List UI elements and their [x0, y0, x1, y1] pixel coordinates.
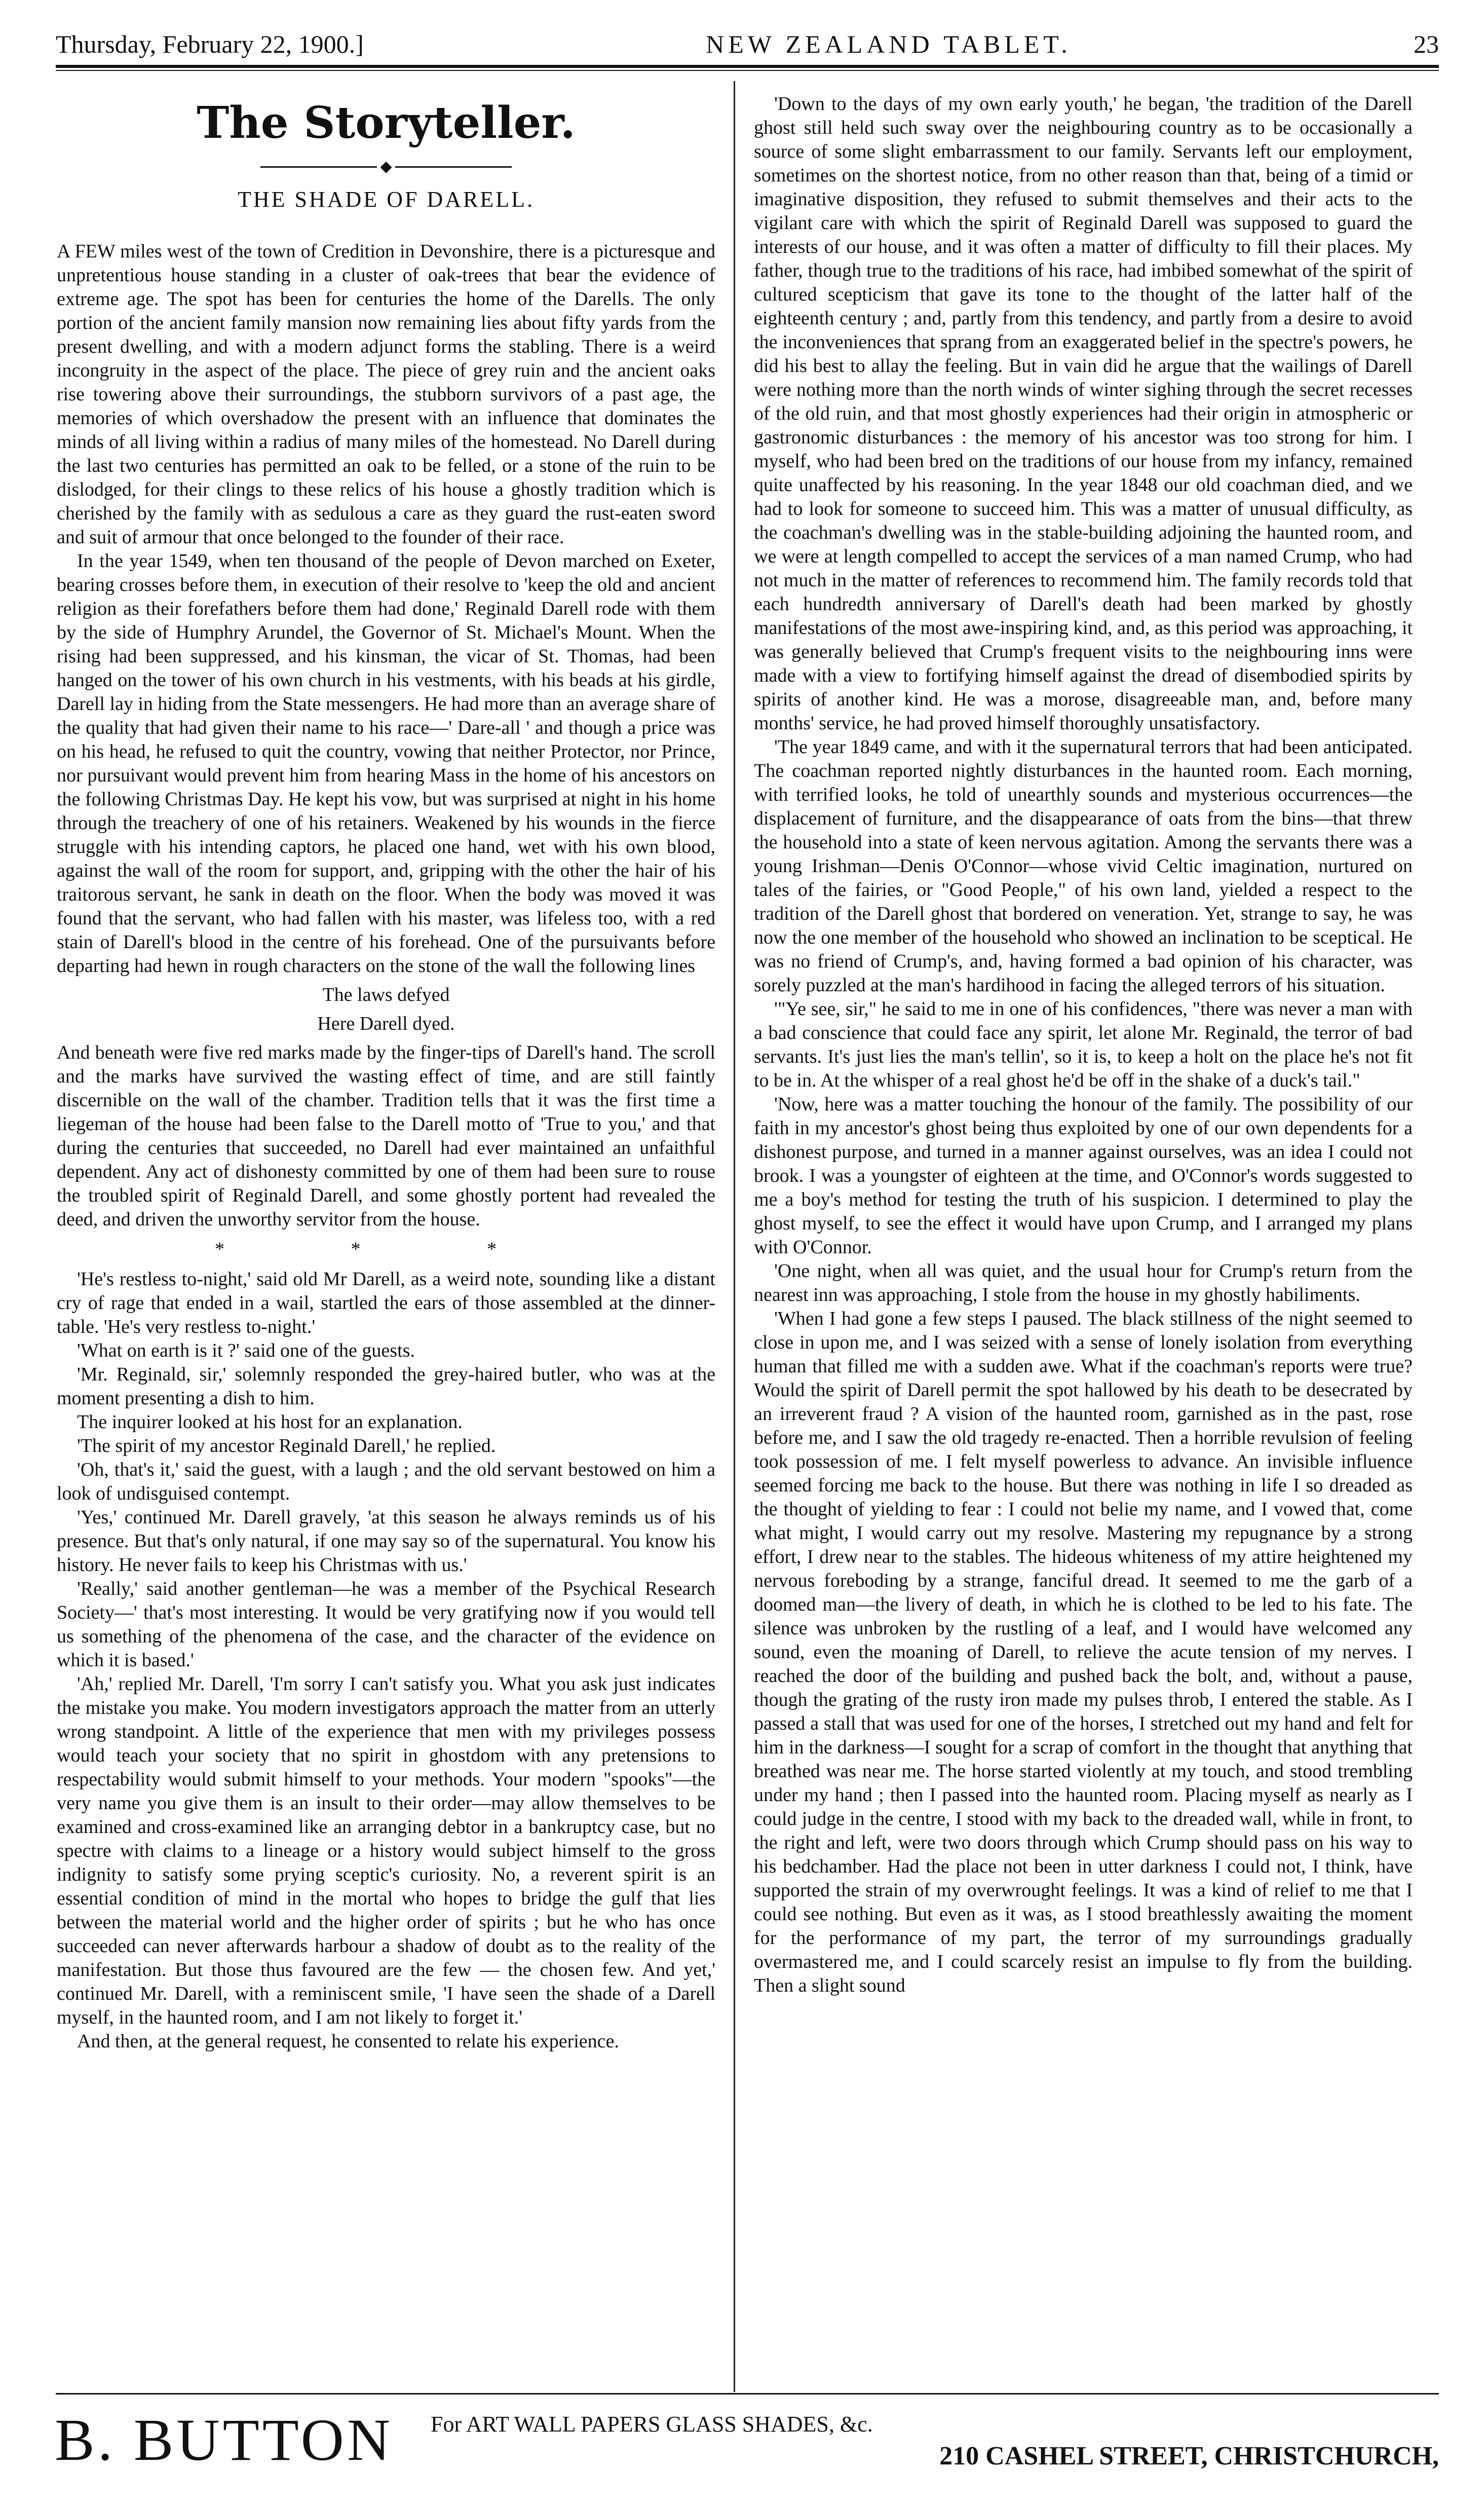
paragraph: 'One night, when all was quiet, and the usual hour for Crump's return from the nearest inn was approaching, I stole from the house in my ghostly habiliments.	[754, 1260, 1413, 1305]
advertisement-address: 210 CASHEL STREET, CHRISTCHURCH,	[939, 2442, 1439, 2471]
right-column	[754, 92, 1413, 2383]
page-number: 23	[1413, 30, 1439, 58]
column-divider	[734, 81, 735, 2392]
section-title: The Storyteller.	[197, 97, 576, 148]
story-title: THE SHADE OF DARELL.	[238, 187, 535, 212]
paragraph: In the year 1549, when ten thousand of the people of Devon marched on Exeter, bearing crosses before them, in execution of their resolve to 'keep the old and ancient religion as their forefathers before them had done,' Reginald Darell rode with them by the side of Humphry Arundel, the Governor of St. Michael's Mount. When the rising had been suppressed, and his kinsman, the vicar of St. Thomas, had been hanged on the tower of his own church in his vestments, with his beads at his girdle, Darell lay in hiding from the State messengers. He had more than an average share of the quality that had given their name to his race—' Dare-all ' and though a price was on his head, he refused to quit the country, vowing that neither Protector, nor Prince, nor pursuivant would prevent him from hearing Mass in the home of his ancestors on the following Christmas Day. He kept his vow, but was surprised at night in his home through the treachery of one of his retainers. Weakened by his wounds in the fierce struggle with his intending captors, he placed one hand, wet with his own blood, against the wall of the room for support, and, gripping with the other the hair of his traitorous servant, he sank in death on the floor. When the body was moved it was found that the servant, who had fallen with his master, was lifeless too, with a red stain of Darell's blood in the centre of his forehead. One of the pursuivants before departing had hewn in rough characters on the stone of the wall the following lines	[57, 550, 715, 977]
paragraph: 'Now, here was a matter touching the honour of the family. The possibility of our faith in my ancestor's ghost being thus exploited by one of our own dependents for a dishonest purpose, and turned in a manner against ourselves, was an idea I could not brook. I was a youngster of eighteen at the time, and O'Connor's words suggested to me a boy's method for testing the truth of his suspicion. I determined to play the ghost myself, to see the effect it would have upon Crump, and I arranged my plans with O'Connor.	[754, 1094, 1413, 1258]
paragraph: 'Mr. Reginald, sir,' solemnly responded the grey-haired butler, who was at the moment presenting a dish to him.	[57, 1364, 715, 1409]
masthead-rule	[56, 65, 1439, 68]
paragraph: 'Yes,' continued Mr. Darell gravely, 'at this season he always reminds us of his presence. But that's only natural, if one may say so of the supernatural. You know his history. He never fails to keep his Christmas with us.'	[57, 1507, 715, 1576]
advertiser-name: B. BUTTON	[55, 2407, 394, 2473]
paragraph: The inquirer looked at his host for an explanation.	[77, 1411, 463, 1433]
paragraph: 'Down to the days of my own early youth,' he began, 'the tradition of the Darell ghost still held such sway over the neighbouring country as to be occasionally a source of some slight embarrassment to our family. Servants left our employment, sometimes on the shortest notice, from no other reason than that, being of a timid or imaginative disposition, they refused to submit themselves and their acts to the vigilant care with which the spirit of Reginald Darell was supposed to guard the interests of our house, and it was often a matter of difficulty to fill their places. My father, though true to the traditions of his race, had imbibed somewhat of the spirit of cultured scepticism that gave its tone to the thought of the latter half of the eighteenth century ; and, partly from this tendency, and partly from a desire to avoid the inconveniences that sprang from an exaggerated belief in the spectre's powers, he did his best to allay the feeling. But in vain did he argue that the wailings of Darell were nothing more than the north winds of winter sighing through the secret recesses of the old ruin, and that most ghostly experiences had their origin in atmospheric or gastronomic disturbances : the memory of his ancestor was too strong for him. I myself, who had been bred on the traditions of our house from my infancy, remained quite unaffected by his reasoning. In the year 1848 our old coachman died, and we had to look for someone to succeed him. This was a matter of unusual difficulty, as the coachman's dwelling was in the stable-building adjoining the haunted room, and we were at length compelled to accept the services of a man named Crump, who had not much in the matter of references to recommend him. The family records told that each hundredth anniversary of Darell's death had been marked by ghostly manifestations of the most awe-inspiring kind, and, as this period was approaching, it was generally believed that Crump's frequent visits to the neighbouring inns were made with a view to fortifying himself against the dread of disembodied spirits by spirits of another kind. He was a morose, disagreeable man, and, before many months' service, he had proved himself thoroughly unsatisfactory.	[754, 93, 1413, 734]
paragraph: And beneath were five red marks made by the finger-tips of Darell's hand. The scroll and the marks have survived the wasting effect of time, and are still faintly discernible on the wall of the chamber. Tradition tells that it was the first time a liegeman of the house had been false to the Darell motto of 'True to you,' and that during the centuries that succeeded, no Darell had ever maintained an unfaithful dependent. Any act of dishonesty committed by one of them had been sure to rouse the troubled spirit of Reginald Darell, and some ghostly portent had revealed the deed, and driven the unworthy servitor from the house.	[57, 1042, 715, 1230]
footer-rule	[56, 2393, 1439, 2395]
paragraph: '"Ye see, sir," he said to me in one of his confidences, "there was never a man with a bad conscience that could face any spirit, let alone Mr. Reginald, the terror of bad servants. It's just lies the man's tellin', so it is, to keep a holt on the place he's not fit to be in. At the whisper of a real ghost he'd be off in the shake of a duck's tail."	[754, 998, 1413, 1091]
paragraph: 'Oh, that's it,' said the guest, with a laugh ; and the old servant bestowed on him a look of undisguised contempt.	[57, 1459, 715, 1504]
issue-date: Thursday, February 22, 1900.]	[56, 30, 364, 58]
diamond-icon: ◆	[380, 158, 392, 175]
verse-line: The laws defyed	[322, 984, 450, 1005]
verse-line: Here Darell dyed.	[317, 1013, 455, 1034]
left-column	[57, 92, 715, 2383]
advertisement-products: For ART WALL PAPERS GLASS SHADES, &c.	[431, 2412, 873, 2437]
paragraph: 'When I had gone a few steps I paused. The black stillness of the night seemed to close in upon me, and I was seized with a sense of lonely isolation from everything human that filled me with a sudden awe. What if the coachman's reports were true? Would the spirit of Darell permit the spot hallowed by his death to be desecrated by an irreverent fraud ? A vision of the haunted room, garnished as in the past, rose before me, and I saw the old tragedy re-enacted. Then a horrible revulsion of feeling took possession of me. I felt myself powerless to advance. An invisible influence seemed forcing me back to the house. But there was nothing in life I so dreaded as the thought of yielding to fear : I could not belie my name, and I vowed that, come what might, I would carry out my resolve. Mastering my repugnance by a strong effort, I drew near to the stables. The hideous whiteness of my attire heightened my nervous foreboding by a strange, fanciful dread. It seemed to me the garb of a doomed man—the livery of death, in which he is clothed to be led to his fate. The silence was unbroken by the rustling of a leaf, and I would have welcomed any sound, even the moaning of Darell, to relieve the acute tension of my nerves. I reached the door of the building and pushed back the bolt, and, without a pause, though the grating of the rusty iron made my pulses throb, I entered the stable. As I passed a stall that was used for one of the horses, I stretched out my hand and felt for him in the darkness—I sought for a scrap of comfort in the thought that anything that breathed was near me. The horse started violently at my touch, and stood trembling under my hand ; then I passed into the haunted room. Placing myself as nearly as I could judge in the centre, I stood with my back to the dreaded wall, while in front, to the right and left, were two doors through which Crump should pass on his way to his bedchamber. Had the place not been in utter darkness I could not, I think, have supported the strain of my overwrought feelings. It was a kind of relief to me that I could see nothing. But even as it was, as I stood breathlessly awaiting the moment for the performance of my part, the terror of my surroundings gradually overmastered me, and I could scarcely resist an impulse to fly from the building. Then a slight sound	[754, 1308, 1413, 1996]
paragraph: 'The year 1849 came, and with it the supernatural terrors that had been anticipated. The coachman reported nightly disturbances in the haunted room. Each morning, with terrified looks, he told of unearthly sounds and mysterious occurrences—the displacement of furniture, and the disappearance of oats from the bins—that threw the household into a state of keen nervous agitation. Among the servants there was a young Irishman—Denis O'Connor—whose vivid Celtic imagination, nurtured on tales of the fairies, or "Good People," of his own land, yielded a respect to the tradition of the Darell ghost that bordered on veneration. Yet, strange to say, he was now the one member of the household who showed an inclination to be sceptical. He was no friend of Crump's, and, having formed a bad opinion of his character, was sorely puzzled at the man's hardihood in facing the alleged terrors of his situation.	[754, 736, 1413, 996]
paper-name: NEW ZEALAND TABLET.	[706, 30, 1072, 58]
paragraph: And then, at the general request, he consented to relate his experience.	[77, 2031, 619, 2052]
masthead-rule-thin	[56, 70, 1439, 71]
title-ornament	[57, 159, 715, 174]
paragraph: A FEW miles west of the town of Credition in Devonshire, there is a picturesque and unpretentious house standing in a cluster of oak-trees that bear the evidence of extreme age. The spot has been for centuries the home of the Darells. The only portion of the ancient family mansion now remaining lies about fifty yards from the present dwelling, and with a modern adjunct forms the stabling. There is a weird incongruity in the aspect of the place. The piece of grey ruin and the ancient oaks rise towering above their surroundings, the stubborn survivors of a past age, the memories of which overshadow the present with an influence that dominates the minds of all living within a radius of many miles of the homestead. No Darell during the last two centuries has permitted an oak to be felled, or a stone of the ruin to be dislodged, for their clings to these relics of his house a ghostly tradition which is cherished by the family with as sedulous a care as they guard the rust-eaten sword and suit of armour that once belonged to the founder of their race.	[57, 241, 715, 548]
paragraph: 'He's restless to-night,' said old Mr Darell, as a weird note, sounding like a distant cry of rage that ended in a wail, startled the ears of those assembled at the dinner-table. 'He's very restless to-night.'	[57, 1268, 715, 1337]
paragraph: 'Ah,' replied Mr. Darell, 'I'm sorry I can't satisfy you. What you ask just indicates the mistake you make. You modern investigators approach the matter from an utterly wrong standpoint. A little of the experience that men with my privileges possess would teach your society that no spirit in ghostdom with any pretensions to respectability would submit himself to your methods. Your modern "spooks"—the very name you give them is an insult to their order—may allow themselves to be examined and cross-examined like an arranging debtor in a bankruptcy case, but no spectre with claims to a lineage or a history would subject himself to the gross indignity to satisfy some prying sceptic's curiosity. No, a reverent spirit is an essential condition of mind in the mortal who hopes to bridge the gulf that lies between the material world and the higher order of spirits ; but he who has once succeeded can never afterwards harbour a shadow of doubt as to the reality of the manifestation. But those thus favoured are the few — the chosen few. And yet,' continued Mr. Darell, with a reminiscent smile, 'I have seen the shade of a Darell myself, in the haunted room, and I am not likely to forget it.'	[57, 1673, 715, 2028]
masthead	[56, 26, 1439, 62]
paragraph: 'What on earth is it ?' said one of the guests.	[77, 1340, 415, 1361]
section-break-stars: * * *	[215, 1239, 557, 1260]
paragraph: 'Really,' said another gentleman—he was a member of the Psychical Research Society—' that's most interesting. It would be very gratifying now if you would tell us something of the phenomena of the case, and the character of the evidence on which it is based.'	[57, 1578, 715, 1671]
paragraph: 'The spirit of my ancestor Reginald Darell,' he replied.	[77, 1435, 496, 1456]
